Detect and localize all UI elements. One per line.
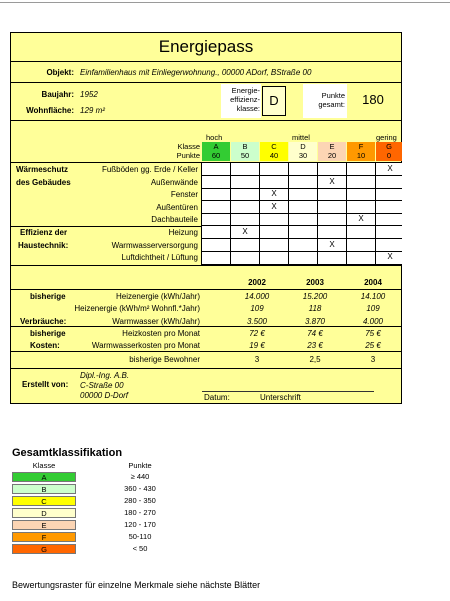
gesamt-class-c: C <box>12 496 76 506</box>
erstellt-label: Erstellt von: <box>22 380 69 389</box>
consumption-row-label: Heizenergie (kWh/m² Wohnfl.*Jahr) <box>74 304 200 313</box>
section-haustechnik-1: Effizienz der <box>20 228 68 237</box>
class-letter: B <box>242 142 248 151</box>
gesamt-class-f: F <box>12 532 76 542</box>
criteria-mark: X <box>242 227 248 236</box>
consumption-value: 3 <box>370 355 376 364</box>
criteria-mark: X <box>329 177 335 186</box>
gesamt-class-d: D <box>12 508 76 518</box>
erstellt-line-3: 00000 D-Dorf <box>80 391 129 400</box>
class-points: 30 <box>298 151 308 160</box>
criteria-mark: X <box>358 214 364 223</box>
wohnflaeche-value: 129 m² <box>80 106 105 115</box>
criteria-mark: X <box>387 164 393 173</box>
consumption-value: 4.000 <box>362 317 384 326</box>
divider <box>10 351 402 352</box>
grid-line <box>288 163 289 265</box>
consumption-value: 118 <box>308 304 322 313</box>
year-2003: 2003 <box>306 278 324 287</box>
consumption-value: 14.000 <box>244 292 270 301</box>
punkte-gesamt-label-2: gesamt: <box>318 100 345 109</box>
consumption-row-label: Warmwasser (kWh/Jahr) <box>112 317 200 326</box>
class-letter: D <box>300 142 306 151</box>
top-border <box>0 2 450 3</box>
gesamt-class-a: A <box>12 472 76 482</box>
class-letter: E <box>329 142 335 151</box>
consumption-row-label: Warmwasserkosten pro Monat <box>91 341 200 350</box>
gesamt-col-klasse: Klasse <box>32 461 56 470</box>
grid-line <box>201 188 402 189</box>
scale-gering: gering <box>376 133 397 142</box>
grid-line <box>259 163 260 265</box>
gesamt-range: 280 - 350 <box>124 496 156 505</box>
punkte-gesamt-value: 180 <box>362 92 384 107</box>
consumption-row-label: Heizenergie (kWh/Jahr) <box>115 292 200 301</box>
class-cell-d <box>289 142 317 161</box>
gesamt-range: < 50 <box>132 544 148 553</box>
effizienz-label-2: effizienz- <box>230 95 260 104</box>
class-letter: C <box>271 142 277 151</box>
class-cell-g <box>376 142 402 161</box>
section-waermeschutz-1: Wärmeschutz <box>16 165 69 174</box>
consumption-value: 3.500 <box>246 317 268 326</box>
consumption-value: 74 € <box>307 329 323 338</box>
consumption-bisherige-2: bisherige <box>30 329 66 338</box>
consumption-bisherige: bisherige <box>30 292 66 301</box>
criteria-mark: X <box>271 202 277 211</box>
consumption-kosten: Kosten: <box>30 341 60 350</box>
criteria-mark: X <box>329 240 335 249</box>
gesamt-title: Gesamtklassifikation <box>12 447 123 459</box>
grid-line <box>201 251 402 252</box>
consumption-value: 109 <box>366 304 380 313</box>
consumption-value: 72 € <box>249 329 265 338</box>
class-points: 20 <box>327 151 337 160</box>
class-points: 40 <box>269 151 279 160</box>
scale-hoch: hoch <box>206 133 223 142</box>
class-points: 60 <box>211 151 221 160</box>
page-title: Energiepass <box>10 32 402 62</box>
criteria-label: Dachbauteile <box>151 215 198 224</box>
criteria-label: Fenster <box>170 190 198 199</box>
grid-line <box>201 225 402 226</box>
gesamt-class-b: B <box>12 484 76 494</box>
divider <box>10 82 402 83</box>
effizienz-label-1: Energie- <box>231 86 260 95</box>
consumption-value: 19 € <box>249 341 265 350</box>
consumption-value: 15.200 <box>302 292 328 301</box>
divider <box>10 120 402 121</box>
consumption-row-label: Heizkosten pro Monat <box>122 329 200 338</box>
punkte-gesamt-label-1: Punkte <box>321 91 345 100</box>
class-points: 50 <box>240 151 250 160</box>
section-haustechnik-2: Haustechnik: <box>18 241 69 250</box>
scale-klasse-label: Klasse <box>177 142 200 151</box>
effizienz-class-value: D <box>262 86 286 116</box>
class-cell-b <box>231 142 259 161</box>
consumption-verbraeuche: Verbräuche: <box>20 317 67 326</box>
gesamt-range: 360 - 430 <box>124 484 156 493</box>
criteria-label: Heizung <box>168 228 198 237</box>
footer-note: Bewertungsraster für einzelne Merkmale siehe nächste Blätter <box>12 580 261 590</box>
grid-line <box>201 238 402 239</box>
criteria-label: Außentüren <box>156 203 198 212</box>
class-points: 10 <box>356 151 366 160</box>
consumption-row-label: bisherige Bewohner <box>129 355 200 364</box>
consumption-value: 23 € <box>307 341 323 350</box>
consumption-value: 25 € <box>365 341 381 350</box>
class-cell-e <box>318 142 346 161</box>
erstellt-line-2: C-Straße 00 <box>80 381 124 390</box>
divider <box>10 368 402 369</box>
divider <box>10 289 402 290</box>
criteria-label: Fußböden gg. Erde / Keller <box>101 165 198 174</box>
divider <box>10 265 402 266</box>
unterschrift-label: Unterschrift <box>260 393 301 402</box>
criteria-label: Außenwände <box>150 178 198 187</box>
baujahr-label: Baujahr: <box>41 90 74 99</box>
gesamt-range: ≥ 440 <box>130 472 150 481</box>
criteria-label: Warmwasserversorgung <box>111 241 198 250</box>
consumption-value: 109 <box>250 304 264 313</box>
divider <box>10 326 402 327</box>
class-letter: A <box>213 142 219 151</box>
criteria-mark: X <box>387 252 393 261</box>
consumption-value: 3.870 <box>304 317 326 326</box>
criteria-grid <box>201 163 402 265</box>
gesamt-class-e: E <box>12 520 76 530</box>
criteria-label: Luftdichtheit / Lüftung <box>121 253 198 262</box>
gesamt-col-punkte: Punkte <box>128 461 152 470</box>
objekt-label: Objekt: <box>46 68 74 77</box>
gesamt-range: 180 - 270 <box>124 508 156 517</box>
effizienz-label-3: klasse: <box>236 104 260 113</box>
divider <box>10 226 201 227</box>
class-cell-a <box>202 142 230 161</box>
grid-line <box>201 175 402 176</box>
consumption-value: 3 <box>254 355 260 364</box>
grid-line <box>230 163 231 265</box>
baujahr-value: 1952 <box>80 90 98 99</box>
section-waermeschutz-2: des Gebäudes <box>16 178 71 187</box>
year-2002: 2002 <box>248 278 266 287</box>
grid-line <box>375 163 376 265</box>
class-cell-f <box>347 142 375 161</box>
year-2004: 2004 <box>364 278 382 287</box>
signature-line <box>202 391 374 392</box>
gesamt-range: 120 - 170 <box>124 520 156 529</box>
scale-mittel: mittel <box>292 133 310 142</box>
grid-line <box>201 163 202 265</box>
class-letter: G <box>386 142 392 151</box>
grid-line <box>201 200 402 201</box>
erstellt-line-1: Dipl.-Ing. A.B. <box>80 371 130 380</box>
criteria-mark: X <box>271 189 277 198</box>
gesamt-range: 50-110 <box>128 532 152 541</box>
gesamt-class-g: G <box>12 544 76 554</box>
datum-label: Datum: <box>204 393 230 402</box>
consumption-value: 14.100 <box>360 292 386 301</box>
objekt-value: Einfamilienhaus mit Einliegerwohnung., 00000 ADorf, BStraße 00 <box>80 68 312 77</box>
class-cell-c <box>260 142 288 161</box>
class-points: 0 <box>386 151 392 160</box>
class-letter: F <box>358 142 364 151</box>
wohnflaeche-label: Wohnfläche: <box>26 106 74 115</box>
consumption-value: 75 € <box>365 329 381 338</box>
consumption-value: 2,5 <box>309 355 321 364</box>
scale-punkte-label: Punkte <box>176 151 200 160</box>
